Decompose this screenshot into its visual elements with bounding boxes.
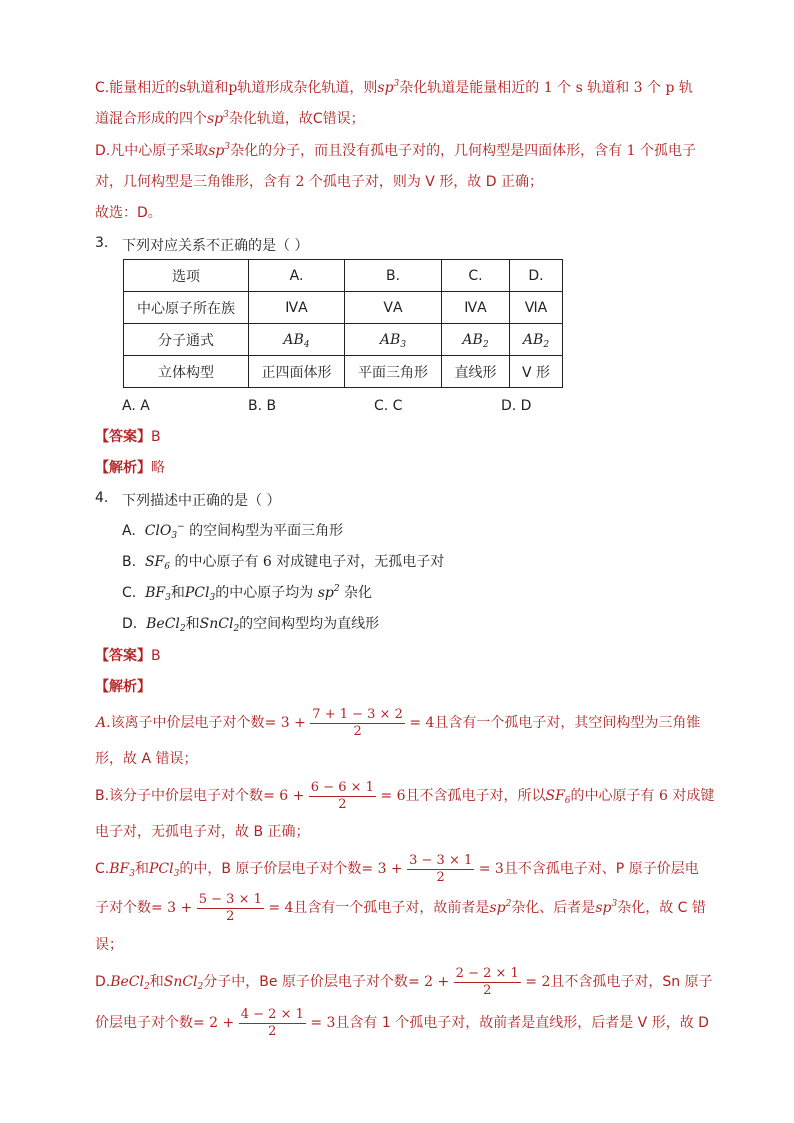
analysis-b-line1: B.该分子中价层电子对个数= 6 + $\frac{6 - 6 \times 1}{2}$ = 6且不含孤电子对，所以$SF_6$的中心原子有 6 对成键 [95, 779, 715, 812]
table-cell: D. [510, 260, 563, 292]
analysis-d-line2: 对，几何构型是三角锥形，含有 2 个孤电子对，则为 V 形，故 D 正确； [95, 174, 543, 190]
table-cell: $AB_3$ [345, 324, 442, 356]
q4-answer: 【答案】B [95, 648, 161, 664]
question-4-number: 4. [95, 490, 109, 506]
analysis-c-line2: 子对个数= 3 + $\frac{5 - 3 \times 1}{2}$ = 4且含有一个孤电子对，故前者是$sp^2$杂化、后者是$sp^3$杂化，故 C 错 [95, 891, 706, 924]
option-b: B. B [248, 398, 277, 414]
table-cell: B. [345, 260, 442, 292]
table-row [124, 324, 563, 356]
q4-option-b: B. $SF_6$ 的中心原子有 6 对成键电子对，无孤电子对 [122, 554, 445, 572]
table-cell: ⅥA [510, 292, 563, 324]
options-table [123, 259, 563, 388]
table-cell: ⅣA [249, 292, 345, 324]
table-cell: $AB_2$ [510, 324, 563, 356]
analysis-d-line1: D.BeCl$_2$和SnCl$_2$分子中，Be 原子价层电子对个数= 2 + $\frac{2 - 2 \times 1}{2}$ = 2且不含孤电子对，Sn 原子 [95, 965, 713, 998]
option-c: C. C [374, 398, 403, 414]
analysis-a-line2: 形，故 A 错误； [95, 751, 198, 767]
table-cell: $AB_2$ [442, 324, 510, 356]
analysis-a-line1: A.该离子中价层电子对个数= 3 + $\frac{7 + 1 - 3 \times 2}{2}$ = 4且含有一个孤电子对，其空间构型为三角锥 [96, 706, 701, 739]
analysis-c-line3: 误； [95, 937, 123, 953]
table-cell: 选项 [124, 260, 249, 292]
table-cell: 中心原子所在族 [124, 292, 249, 324]
q3-analysis: 【解析】略 [95, 460, 165, 476]
table-cell: C. [442, 260, 510, 292]
analysis-c-line2: 道混合形成的四个$sp^3$杂化轨道，故C错误； [95, 110, 365, 127]
table-row [124, 292, 563, 324]
table-cell: ⅣA [442, 292, 510, 324]
choose-line: 故选：D。 [95, 205, 162, 221]
table-cell: 正四面体形 [249, 356, 345, 388]
option-a: A. A [122, 398, 150, 414]
table-cell: 直线形 [442, 356, 510, 388]
table-cell: 立体构型 [124, 356, 249, 388]
table-cell: 分子通式 [124, 324, 249, 356]
table-row [124, 260, 563, 292]
analysis-c-line1: $C.BF_3$和PCl$_3$的中，B 原子价层电子对个数= 3 + $\frac{3 - 3 \times 1}{2}$ = 3且不含孤电子对、P 原子价层电 [95, 852, 699, 885]
table-row [124, 356, 563, 388]
option-d: D. D [501, 398, 532, 414]
question-3-number: 3. [95, 235, 109, 251]
question-4-text: 下列描述中正确的是（ ） [122, 493, 281, 509]
table-cell: V 形 [510, 356, 563, 388]
table-cell: 平面三角形 [345, 356, 442, 388]
q3-answer: 【答案】B [95, 429, 161, 445]
table-cell: A. [249, 260, 345, 292]
table-cell: $AB_4$ [249, 324, 345, 356]
table-cell: ⅤA [345, 292, 442, 324]
q4-analysis-heading: 【解析】 [95, 679, 151, 695]
analysis-d-line1: D.凡中心原子采取$sp^3$杂化的分子，而且没有孤电子对的，几何构型是四面体形，含有 1 个孤电子 [95, 142, 696, 159]
analysis-c-line1: C.能量相近的s轨道和p轨道形成杂化轨道，则$sp^3$杂化轨道是能量相近的 1 个 s 轨道和 3 个 p 轨 [95, 79, 693, 96]
analysis-d-line2: 价层电子对个数= 2 + $\frac{4 - 2 \times 1}{2}$ = 3且含有 1 个孤电子对，故前者是直线形，后者是 V 形，故 D [95, 1006, 709, 1039]
analysis-b-line2: 电子对，无孤电子对，故 B 正确； [95, 824, 310, 840]
q4-option-a: A. ClO$_3$− 的空间构型为平面三角形 [122, 522, 344, 541]
q4-option-c: C. $BF_3$和PCl$_3$的中心原子均为 $sp^2$ 杂化 [122, 584, 373, 603]
question-3-text: 下列对应关系不正确的是（ ） [122, 238, 309, 254]
q4-option-d: D. BeCl$_2$和SnCl$_2$的空间构型均为直线形 [122, 616, 380, 634]
